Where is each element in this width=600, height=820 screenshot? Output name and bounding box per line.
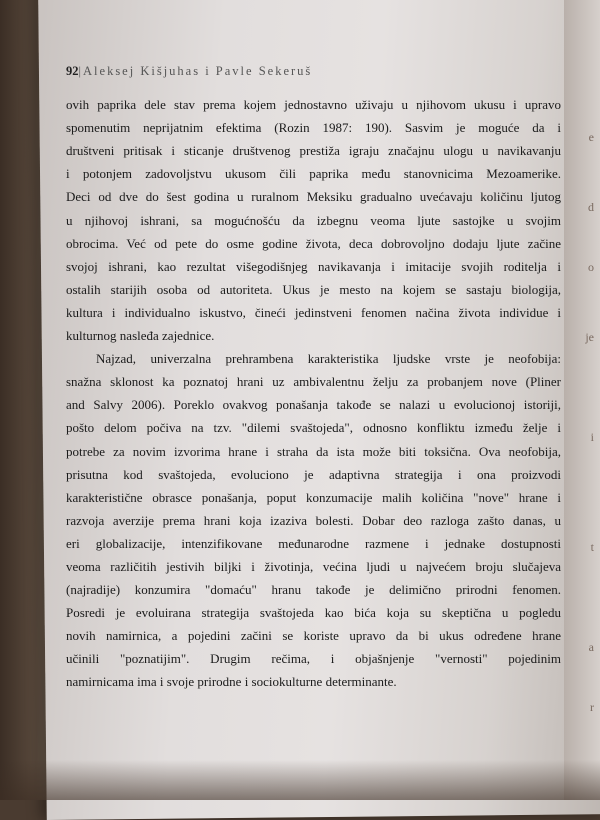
text-line: prisutna kod svaštojeda, evoluciono je adaptivna strategija i ona proizvodi — [66, 466, 561, 482]
text-line: (najradije) konzumira "domaću" hranu takođe je delimično prirodni fenomen. — [66, 582, 561, 598]
text-line: ovih paprika dele stav prema kojem jednostavno uživaju u njihovom ukusu i upravo — [66, 97, 561, 113]
text-line: razvoja averzije prema hrani koja izaziva bolesti. Dobar deo razloga zašto danas, u — [66, 512, 561, 528]
header-separator: | — [78, 64, 84, 78]
facing-page-fragment: r — [590, 700, 594, 714]
text-line: namirnicama ima i svoje prirodne i sociokulturne determinante. — [66, 674, 397, 690]
text-line: eri globalizacije, intenzifikovane međunarodne razmene i jednake dostupnosti — [66, 535, 561, 551]
text-line: i potonjem zadovoljstvu ukusom čili paprika među stanovnicima Mezoamerike. — [66, 166, 561, 182]
facing-page-fragment: a — [588, 640, 594, 654]
text-line: and Salvy 2006). Poreklo ovakvog ponašanja takođe se nalazi u evolucionoj istoriji, — [66, 397, 561, 413]
text-line: veoma različitih jestivih biljki i životinja, većina ljudi u najvećem broju slučajeva — [66, 558, 561, 574]
text-line: novih namirnica, a pojedini začini se koriste upravo da bi ukus određene hrane — [66, 628, 561, 644]
text-line: spomenutim neprijatnim efektima (Rozin 1987: 190). Sasvim je moguće da i — [66, 120, 561, 136]
facing-page-fragment: e — [588, 130, 594, 144]
facing-page-fragment: o — [588, 260, 594, 274]
text-line: Posredi je evoluirana strategija svaštojeda kao bića koja su skeptična u pogledu — [66, 605, 561, 621]
facing-page-fragment: d — [588, 200, 594, 214]
page-content — [66, 60, 561, 694]
text-line: društveni pritisak i sticanje društvenog prestiža igraju značajnu ulogu u navikavanju — [66, 143, 561, 159]
facing-page-edge — [564, 0, 600, 800]
running-header — [66, 60, 561, 83]
text-line: kultura i individualno iskustvo, čineći jedinstveni fenomen načina života individue i — [66, 304, 561, 320]
text-line: svojoj ishrani, kao rezultat višegodišnjeg navikavanja i imitacije svojih roditelja i — [66, 258, 561, 274]
paragraph-1 — [66, 93, 561, 347]
paragraph-2 — [66, 347, 561, 693]
text-line: učinili "poznatijim". Drugim rečima, i objašnjenje "vernosti" pojedinim — [66, 651, 561, 667]
facing-page-fragment: i — [590, 430, 594, 444]
text-line: Deci od dve do šest godina u ruralnom Meksiku gradualno uvećavaju količinu ljutog — [66, 189, 561, 205]
facing-page-fragment: je — [585, 330, 594, 344]
bottom-shadow — [0, 760, 600, 800]
text-line: u njihovoj ishrani, sa mogućnošću da izbegnu veoma ljute sastojke u svojim — [66, 212, 561, 228]
text-line: Najzad, univerzalna prehrambena karakteristika ljudske vrste je neofobija: — [96, 351, 561, 367]
text-line: ostalih starijih osoba od autoriteta. Ukus je mesto na kojem se sastaju biologija, — [66, 281, 561, 297]
header-authors: Aleksej Kišjuhas i Pavle Sekeruš — [83, 64, 313, 78]
text-line: snažna sklonost ka poznatoj hrani uz ambivalentnu želju za probanjem nove (Pliner — [66, 374, 561, 390]
facing-page-fragment: t — [590, 540, 594, 554]
text-line: potrebe za novim izvorima hrane i straha da ista može biti toksična. Ova neofobija, — [66, 443, 561, 459]
text-line: karakteristične obrasce ponašanja, poput konzumacije malih količina "nove" hrane i — [66, 489, 561, 505]
page-number: 92 — [66, 64, 79, 78]
text-line: kulturnog nasleđa zajednice. — [66, 328, 215, 344]
text-line: pošto delom počiva na tzv. "dilemi svaštojeda", odnosno konfliktu između želje i — [66, 420, 561, 436]
text-line: obrocima. Već od pete do osme godine života, deca dobrovoljno dodaju ljute začine — [66, 235, 561, 251]
